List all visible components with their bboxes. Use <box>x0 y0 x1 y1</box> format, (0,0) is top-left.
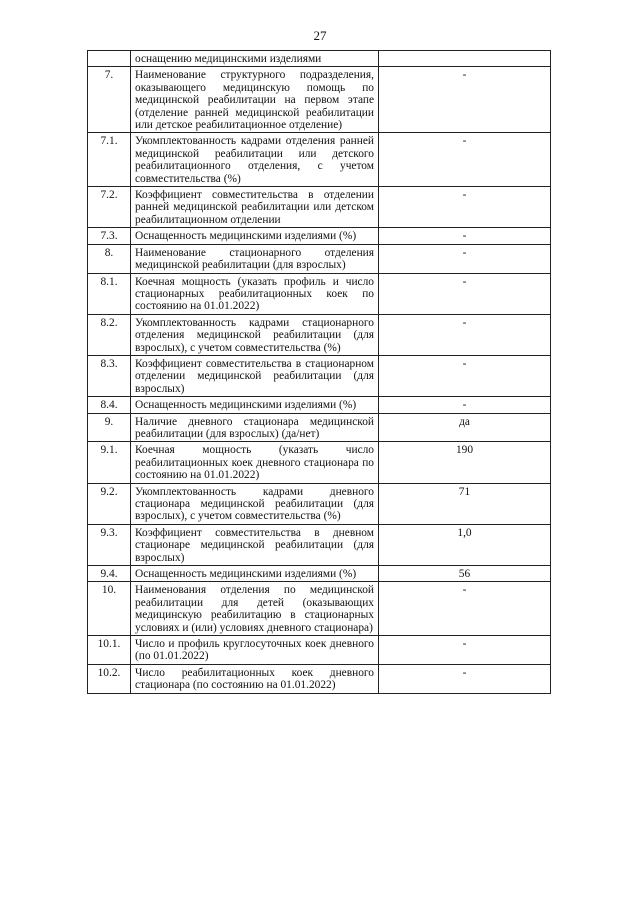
row-value-cell: 1,0 <box>379 524 551 565</box>
row-number-cell: 8.2. <box>88 314 131 355</box>
row-number-cell: 9.1. <box>88 442 131 483</box>
row-value-cell: да <box>379 413 551 442</box>
row-number-cell: 8.4. <box>88 397 131 413</box>
row-name-cell: Наименование стационарного отделения медицинской реабилитации (для взрослых) <box>131 244 379 273</box>
row-name-cell: Укомплектованность кадрами дневного стационара медицинской реабилитации (для взрослых), с учетом совместительства (%) <box>131 483 379 524</box>
row-number-cell: 10. <box>88 582 131 636</box>
row-number-cell: 9.2. <box>88 483 131 524</box>
row-name-cell: Коэффициент совместительства в отделении ранней медицинской реабилитации или детском реабилитационном отделении <box>131 187 379 228</box>
row-value-cell: - <box>379 67 551 133</box>
table-row <box>88 442 551 483</box>
table-row <box>88 566 551 582</box>
row-name-cell: Коечная мощность (указать профиль и число стационарных реабилитационных коек по состоянию на 01.01.2022) <box>131 273 379 314</box>
row-name-cell: Укомплектованность кадрами отделения ранней медицинской реабилитации или детского реабилитационного отделения, с учетом совместительства (%) <box>131 133 379 187</box>
table-row <box>88 636 551 665</box>
row-name-cell: Число реабилитационных коек дневного стационара (по состоянию на 01.01.2022) <box>131 664 379 693</box>
row-name-cell: Наименование структурного подразделения, оказывающего медицинскую помощь по медицинской реабилитации на первом этапе (отделение ранней медицинской реабилитации или детское реабилитационное отделение) <box>131 67 379 133</box>
row-value-cell: - <box>379 244 551 273</box>
row-value-cell: 71 <box>379 483 551 524</box>
page-number: 27 <box>313 28 327 43</box>
table-row <box>88 187 551 228</box>
table-row <box>88 133 551 187</box>
row-number-cell: 9.3. <box>88 524 131 565</box>
table-row <box>88 244 551 273</box>
row-name-cell: Коэффициент совместительства в дневном стационаре медицинской реабилитации (для взрослых) <box>131 524 379 565</box>
row-number-cell <box>88 51 131 67</box>
row-value-cell: - <box>379 582 551 636</box>
row-number-cell: 8. <box>88 244 131 273</box>
row-name-cell: Оснащенность медицинскими изделиями (%) <box>131 228 379 244</box>
row-value-cell: - <box>379 273 551 314</box>
row-value-cell: - <box>379 664 551 693</box>
row-value-cell <box>379 51 551 67</box>
table-row <box>88 524 551 565</box>
row-value-cell: - <box>379 228 551 244</box>
row-name-cell: оснащению медицинскими изделиями <box>131 51 379 67</box>
table-row <box>88 483 551 524</box>
row-number-cell: 8.3. <box>88 355 131 396</box>
row-name-cell: Оснащенность медицинскими изделиями (%) <box>131 566 379 582</box>
row-number-cell: 10.1. <box>88 636 131 665</box>
table-row <box>88 397 551 413</box>
row-value-cell: - <box>379 187 551 228</box>
row-value-cell: - <box>379 636 551 665</box>
table-row <box>88 355 551 396</box>
row-number-cell: 7.1. <box>88 133 131 187</box>
table-row <box>88 413 551 442</box>
row-value-cell: - <box>379 397 551 413</box>
row-name-cell: Наименования отделения по медицинской реабилитации для детей (оказывающих медицинскую реабилитацию в стационарных условиях и (или) условиях дневного стационара) <box>131 582 379 636</box>
row-name-cell: Оснащенность медицинскими изделиями (%) <box>131 397 379 413</box>
table-body <box>88 51 551 694</box>
row-name-cell: Коэффициент совместительства в стационарном отделении медицинской реабилитации (для взрослых) <box>131 355 379 396</box>
row-name-cell: Коечная мощность (указать число реабилитационных коек дневного стационара по состоянию на 01.01.2022) <box>131 442 379 483</box>
row-number-cell: 9.4. <box>88 566 131 582</box>
row-value-cell: 190 <box>379 442 551 483</box>
row-number-cell: 7.3. <box>88 228 131 244</box>
row-number-cell: 8.1. <box>88 273 131 314</box>
row-number-cell: 7. <box>88 67 131 133</box>
row-value-cell: - <box>379 314 551 355</box>
table-row <box>88 314 551 355</box>
table-row <box>88 51 551 67</box>
row-value-cell: 56 <box>379 566 551 582</box>
table-row <box>88 664 551 693</box>
row-number-cell: 10.2. <box>88 664 131 693</box>
row-name-cell: Наличие дневного стационара медицинской реабилитации (для взрослых) (да/нет) <box>131 413 379 442</box>
row-value-cell: - <box>379 355 551 396</box>
row-name-cell: Число и профиль круглосуточных коек дневного (по 01.01.2022) <box>131 636 379 665</box>
rehabilitation-table <box>87 50 551 694</box>
table-row <box>88 67 551 133</box>
row-number-cell: 9. <box>88 413 131 442</box>
table-row <box>88 582 551 636</box>
row-value-cell: - <box>379 133 551 187</box>
row-name-cell: Укомплектованность кадрами стационарного отделения медицинской реабилитации (для взрослых), с учетом совместительства (%) <box>131 314 379 355</box>
table-row <box>88 228 551 244</box>
row-number-cell: 7.2. <box>88 187 131 228</box>
table-row <box>88 273 551 314</box>
